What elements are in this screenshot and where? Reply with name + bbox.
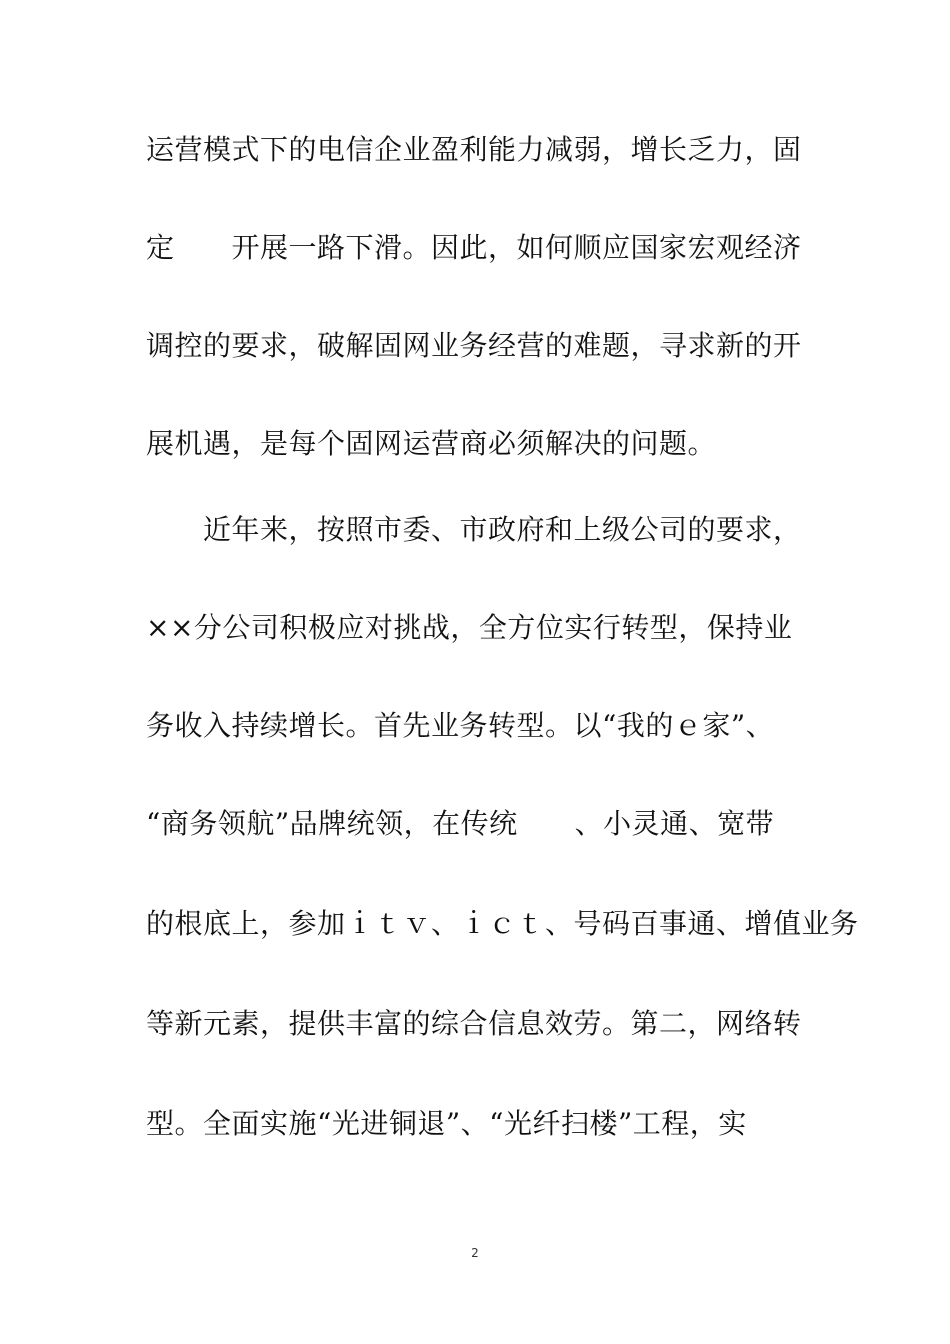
page-number: 2: [471, 1246, 479, 1260]
text-line: 定 开展一路下滑。因此，如何顺应国家宏观经济: [146, 231, 802, 264]
text-line: 务收入持续增长。首先业务转型。以“我的ｅ家”、: [146, 709, 775, 742]
text-line: “商务领航”品牌统领，在传统 、小灵通、宽带: [146, 807, 775, 840]
text-line: 等新元素，提供丰富的综合信息效劳。第二，网络转: [146, 1007, 802, 1040]
text-line: 调控的要求，破解固网业务经营的难题，寻求新的开: [146, 329, 802, 362]
text-line: ××分公司积极应对挑战，全方位实行转型，保持业: [146, 611, 793, 644]
text-line: 型。全面实施“光进铜退”、“光纤扫楼”工程，实: [146, 1107, 747, 1140]
text-line: 展机遇，是每个固网运营商必须解决的问题。: [146, 427, 717, 460]
text-line: 运营模式下的电信企业盈利能力减弱，增长乏力，固: [146, 133, 802, 166]
text-line: 近年来，按照市委、市政府和上级公司的要求，: [146, 513, 802, 546]
text-line: 的根底上，参加ｉｔｖ、ｉｃｔ、号码百事通、增值业务: [146, 907, 859, 940]
